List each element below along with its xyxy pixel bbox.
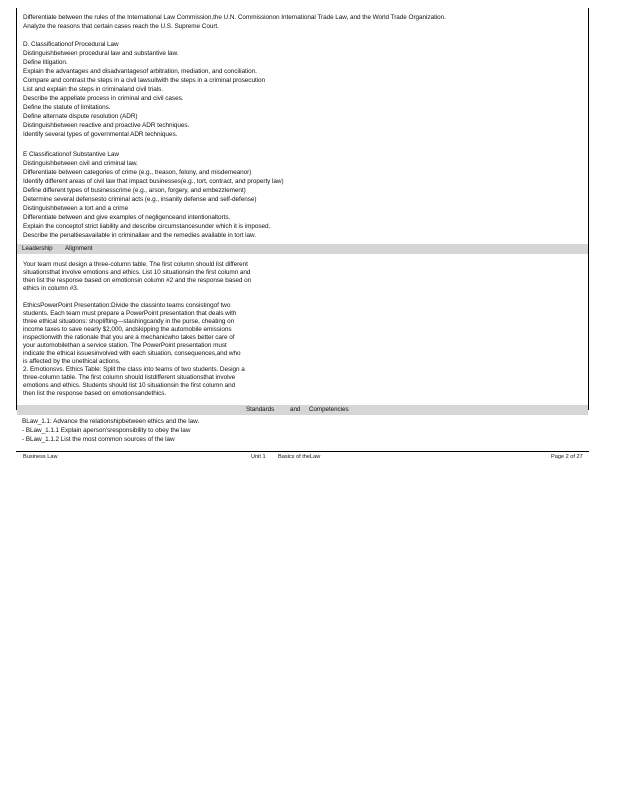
intro-line: Analyze the reasons that certain cases reach the U.S. Supreme Court. xyxy=(23,23,219,30)
leadership-text-line: income taxes to save nearly $2,000, andskipping the automobile emissions xyxy=(23,326,232,333)
leadership-text-line: EthicsPowerPoint Presentation:Divide the classinto teams consistingof two xyxy=(23,302,231,309)
leadership-text-line: then list the response based on emotionsandethics. xyxy=(23,390,167,397)
section-e-heading: E Classificationof Substantive Law xyxy=(23,151,119,158)
standard-bullet: - BLaw_1.1.2 List the most common sources of the law xyxy=(22,436,175,443)
leadership-text-line: three ethical situations: shoplifting—stashingcandy in the purse, cheating on xyxy=(23,318,235,325)
and-label: and xyxy=(290,406,301,413)
leadership-text-line: indicate the ethical issuesinvolved with each situation, consequences,and who xyxy=(23,350,241,357)
standards-competencies-band xyxy=(17,405,588,415)
leadership-alignment-band xyxy=(17,244,588,254)
section-d-item: Identify several types of governmental ADR techniques. xyxy=(23,131,178,138)
intro-line: Differentiate between the rules of the International Law Commission,the U.N. Commissionon International Trade Law, and the World Trade Organization. xyxy=(23,14,446,21)
leadership-text-line: three-column table. The first column should listdifferent situationsthat involve xyxy=(23,374,236,381)
section-d-item: Compare and contrast the steps in a civil lawsuitwith the steps in a criminal prosecution xyxy=(23,77,266,84)
section-e-item: Differentiate between and give examples of negligenceand intentionaltorts. xyxy=(23,214,231,221)
footer-unit-title: Basics of theLaw xyxy=(278,454,321,460)
section-d-item: Define litigation. xyxy=(23,59,68,66)
frame-right-border xyxy=(588,8,589,410)
footer-rule xyxy=(16,451,589,452)
section-d-item: Distinguishbetween reactive and proactive ADR techniques. xyxy=(23,122,190,129)
alignment-label: Alignment xyxy=(65,245,93,252)
footer-course: Business Law xyxy=(23,454,58,460)
section-d-heading: D. Classificationof Procedural Law xyxy=(23,41,119,48)
leadership-text-line: Your team must design a three-column table. The first column should list different xyxy=(23,261,248,268)
leadership-text-line: your automobilethan a service station. The PowerPoint presentation must xyxy=(23,342,227,349)
leadership-text-line: emotions and ethics. Students should list 10 situationsin the first column and xyxy=(23,382,236,389)
competencies-label: Competencies xyxy=(309,406,349,413)
frame-left-border xyxy=(16,8,17,410)
leadership-text-line: students. Each team must prepare a PowerPoint presentation that deals with xyxy=(23,310,237,317)
section-e-item: Describe the penaltiesavailable in criminallaw and the remedies available in tort law. xyxy=(23,232,256,239)
leadership-text-line: is affected by the unethical actions. xyxy=(23,358,121,365)
leadership-text-line: situationsthat involve emotions and ethics. List 10 situationsin the first column and xyxy=(23,269,251,276)
section-e-item: Distinguishbetween a tort and a crime xyxy=(23,205,129,212)
section-e-item: Explain the conceptof strict liability and describe circumstancesunder which it is imposed. xyxy=(23,223,271,230)
leadership-text-line: 2. Emotionsvs. Ethics Table: Split the class into teams of two students. Design a xyxy=(23,366,245,373)
footer-unit: Unit 1 xyxy=(251,454,266,460)
leadership-text-line: then list the response based on emotionsin column #2 and the response based on xyxy=(23,277,252,284)
section-d-item: Distinguishbetween procedural law and substantive law. xyxy=(23,50,179,57)
section-e-item: Differentiate between categories of crime (e.g., treason, felony, and misdemeanor) xyxy=(23,169,252,176)
footer-page-number: Page 2 of 27 xyxy=(551,454,583,460)
section-e-item: Distinguishbetween civil and criminal law. xyxy=(23,160,138,167)
section-e-item: Identify different areas of civil law that impact businesses(e.g., tort, contract, and property law) xyxy=(23,178,284,185)
leadership-text-line: inspectionwith the rationale that you are a mechanicwho takes better care of xyxy=(23,334,235,341)
leadership-label: Leadership xyxy=(22,245,53,252)
standard-main: BLaw_1.1: Advance the relationshipbetween ethics and the law. xyxy=(22,418,200,425)
section-d-item: Explain the advantages and disadvantagesof arbitration, mediation, and conciliation. xyxy=(23,68,257,75)
standards-label: Standards xyxy=(246,406,275,413)
leadership-text-line: ethics in column #3. xyxy=(23,285,79,292)
section-d-item: Define the statute of limitations. xyxy=(23,104,111,111)
section-e-item: Define different types of businesscrime (e.g., arson, forgery, and embezzlement) xyxy=(23,187,246,194)
section-d-item: List and explain the steps in criminaland civil trials. xyxy=(23,86,164,93)
section-d-item: Define alternate dispute resolution (ADR) xyxy=(23,113,138,120)
standard-bullet: - BLaw_1.1.1 Explain aperson'sresponsibility to obey the law xyxy=(22,427,191,434)
section-e-item: Determine several defensesto criminal acts (e.g., insanity defense and self-defense) xyxy=(23,196,257,203)
section-d-item: Describe the appellate process in criminal and civil cases. xyxy=(23,95,184,102)
